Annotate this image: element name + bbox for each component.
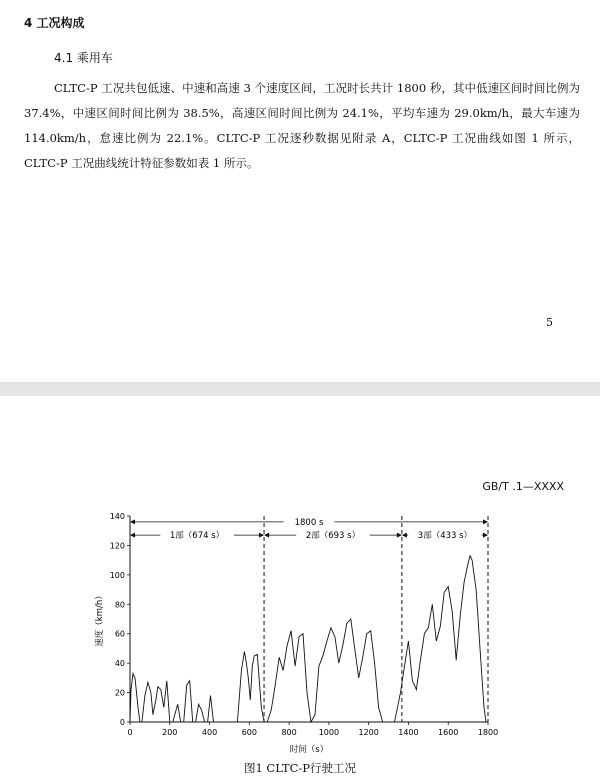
y-tick-label: 80 [114,600,125,610]
y-axis-label: 速度（km/h） [95,591,105,647]
x-tick-label: 1000 [318,728,340,737]
segment-2-arrow-label: 2部（693 s） [305,531,361,542]
segment-2-arrow-arrowhead-left [264,533,269,538]
segment-3-arrow-label: 3部（433 s） [417,531,473,542]
y-tick-label: 0 [119,718,125,727]
x-tick-label: 600 [241,728,257,737]
y-tick-label: 20 [114,688,125,698]
speed-time-chart [90,508,510,760]
figure-caption: 图1 CLTC-P行驶工况 [243,761,357,775]
total-duration-arrow-arrowhead-right [483,519,488,524]
page-two [0,396,600,784]
segment-1-arrow-arrowhead-left [130,533,135,538]
y-tick-label: 120 [109,541,125,551]
y-tick-label: 60 [114,629,125,639]
segment-1-arrow-label: 1部（674 s） [169,531,225,542]
page-separator [0,382,600,396]
x-tick-label: 800 [281,728,297,737]
x-axis-label: 时间（s） [289,745,329,755]
segment-2-arrow-arrowhead-right [397,533,402,538]
section-heading: 4 工况构成 [24,16,85,30]
y-tick-label: 140 [109,512,125,521]
x-tick-label: 1200 [358,728,379,737]
segment-1-arrow-arrowhead-right [259,533,264,538]
standard-code: GB/T .1—XXXX [482,480,564,493]
page-number: 5 [546,316,553,329]
x-tick-label: 1600 [438,728,459,737]
x-tick-label: 1400 [398,728,419,737]
subsection-heading: 4.1 乘用车 [54,51,113,65]
total-duration-arrow-label: 1800 s [294,517,324,528]
x-tick-label: 0 [127,728,133,737]
x-tick-label: 200 [162,728,178,737]
chart-annotations [130,515,488,722]
page-one [0,0,600,382]
segment-3-arrow-arrowhead-right [483,533,488,538]
total-duration-arrow-arrowhead-left [130,519,135,524]
body-paragraph: CLTC-P 工况共包低速、中速和高速 3 个速度区间，工况时长共计 1800 秒，其中低速区间时间比例为 37.4%，中速区间时间比例为 38.5%，高速区间时间比例为 24.1%，平均车速为 29.0km/h，最大车速为 114.0km/h，怠速比例为 22.1%。CLTC-P 工况逐秒数据见附录 A，CLTC-P 工况曲线如图 1 所示，CLTC-P 工况曲线统计特征参数如表 1 所示。 [24,81,580,170]
segment-3-arrow-arrowhead-left [402,533,407,538]
y-tick-label: 40 [114,659,125,669]
y-tick-label: 100 [109,570,125,580]
speed-series-line [130,556,488,722]
x-tick-label: 1800 [477,728,499,737]
x-tick-label: 400 [201,728,218,737]
